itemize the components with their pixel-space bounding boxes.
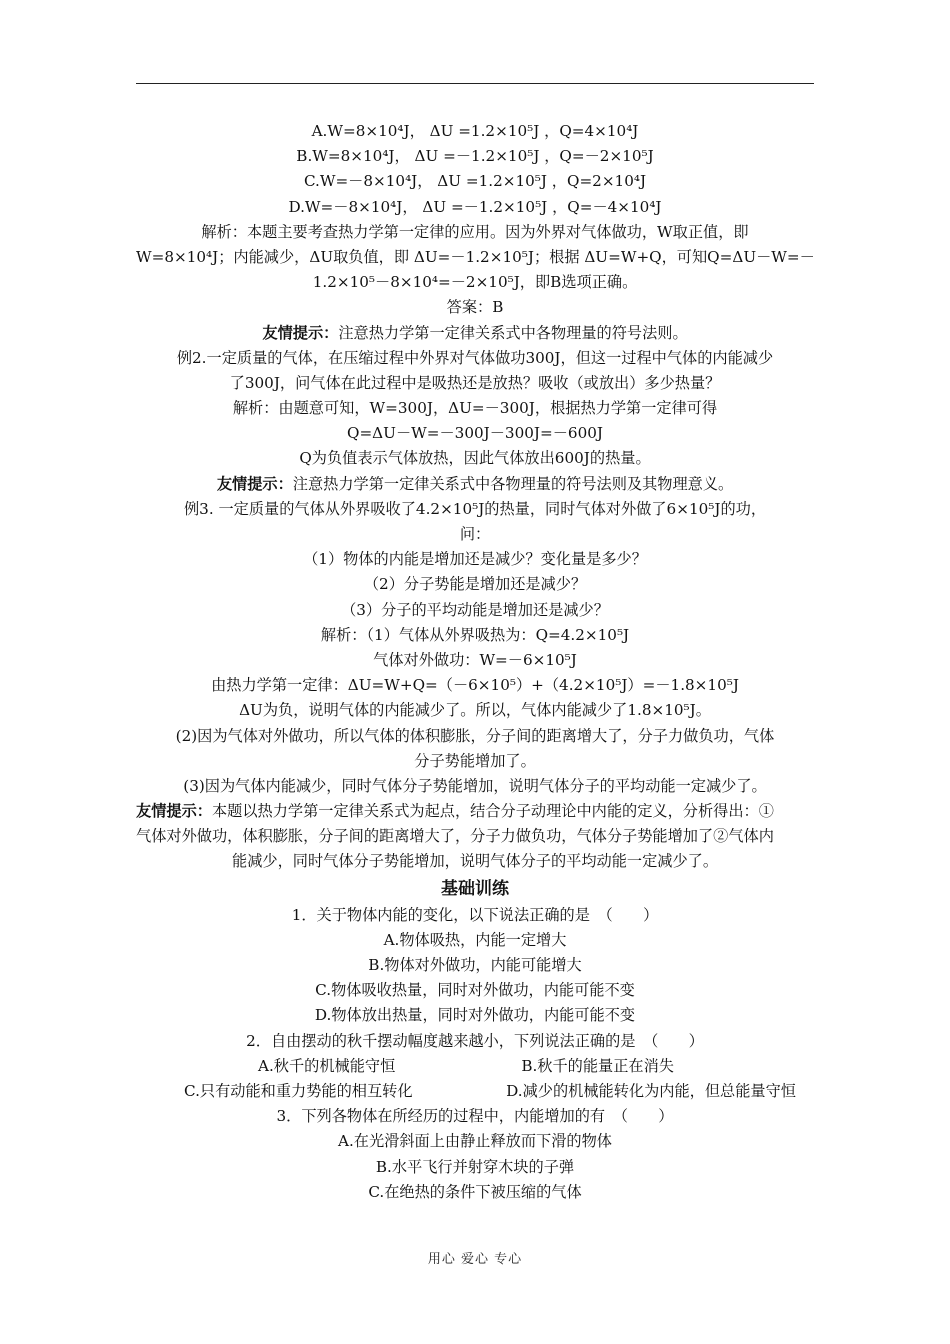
tip3-line3: 能减少，同时气体分子势能增加，说明气体分子的平均动能一定减少了。 xyxy=(232,852,718,871)
option-c: C.W=－8×10⁴J， ΔU =1.2×10⁵J ，Q=2×10⁴J xyxy=(303,172,647,191)
exercise2-row-ab xyxy=(136,1054,814,1079)
option-b: B.W=8×10⁴J， ΔU =－1.2×10⁵J ，Q=－2×10⁵J xyxy=(296,147,654,166)
example3-a7: (3)因为气体内能减少，同时气体分子势能增加，说明气体分子的平均动能一定减少了。 xyxy=(183,776,767,795)
exercise1-option-b: B.物体对外做功，内能可能增大 xyxy=(368,956,582,974)
example3-a6: 分子势能增加了。 xyxy=(414,751,536,770)
exercise3-option-c: C.在绝热的条件下被压缩的气体 xyxy=(368,1182,582,1201)
exercise1-option-a: A.物体吸热，内能一定增大 xyxy=(383,930,567,949)
analysis1-line1: 解析：本题主要考查热力学第一定律的应用。因为外界对气体做功，W取正值，即 xyxy=(201,222,749,241)
example2-line3: 解析：由题意可知，W=300J，ΔU=－300J，根据热力学第一定律可得 xyxy=(232,399,718,418)
page-footer: 用心 爱心 专心 xyxy=(427,1252,523,1267)
example2-line4: Q=ΔU－W=－300J－300J=－600J xyxy=(347,424,603,443)
analysis1-line3: 1.2×10⁵－8×10⁴=－2×10⁵J，即B选项正确。 xyxy=(312,273,638,292)
example3-a2: 气体对外做功：W=－6×10⁵J xyxy=(373,650,577,669)
exercise2-option-d: D.减少的机械能转化为内能，但总能量守恒 xyxy=(506,1081,796,1100)
example3-a3: 由热力学第一定律：ΔU=W+Q=（－6×10⁵）+（4.2×10⁵J）=－1.8×10⁵J xyxy=(211,676,739,695)
exercise2: 2．自由摆动的秋千摆动幅度越来越小，下列说法正确的是 （ ） xyxy=(246,1031,704,1050)
example3-q1: （1）物体的内能是增加还是减少？变化量是多少？ xyxy=(303,550,647,569)
exercise1-option-c: C.物体吸收热量，同时对外做功，内能可能不变 xyxy=(315,981,635,1000)
example2-line2: 了300J，问气体在此过程中是吸热还是放热？吸收（或放出）多少热量？ xyxy=(229,373,721,392)
header-rule xyxy=(136,83,814,84)
example2-line1: 例2.一定质量的气体，在压缩过程中外界对气体做功300J，但这一过程中气体的内能减少 xyxy=(176,348,774,367)
exercise1: 1．关于物体内能的变化，以下说法正确的是 （ ） xyxy=(291,905,659,924)
tip2-label: 友情提示： xyxy=(216,474,293,493)
example3-q3: （3）分子的平均动能是增加还是减少？ xyxy=(341,600,609,619)
tip2-text: 注意热力学第一定律关系式中各物理量的符号法则及其物理意义。 xyxy=(292,474,734,493)
exercise3-option-a: A.在光滑斜面上由静止释放而下滑的物体 xyxy=(338,1132,612,1151)
tip3-line2: 气体对外做功，体积膨胀，分子间的距离增大了，分子力做负功，气体分子势能增加了②气体内 xyxy=(136,827,774,846)
page-content xyxy=(136,119,814,1205)
example3-a5: (2)因为气体对外做功，所以气体的体积膨胀，分子间的距离增大了，分子力做负功，气体 xyxy=(175,726,775,745)
answer1: 答案：B xyxy=(446,298,504,317)
exercise3-option-b: B.水平飞行并射穿木块的子弹 xyxy=(375,1157,575,1176)
section-title: 基础训练 xyxy=(441,878,509,899)
tip3-text1: 本题以热力学第一定律关系式为起点，结合分子动理论中内能的定义，分析得出：① xyxy=(211,802,774,821)
exercise2-row-cd xyxy=(136,1079,814,1104)
example3-a4: ΔU为负，说明气体的内能减少了。所以，气体内能减少了1.8×10⁵J。 xyxy=(239,701,711,720)
exercise3: 3．下列各物体在所经历的过程中，内能增加的有 （ ） xyxy=(276,1107,674,1126)
example3-a1: 解析：（1）气体从外界吸热为：Q=4.2×10⁵J xyxy=(320,625,630,644)
analysis1-line2: W=8×10⁴J；内能减少，ΔU取负值，即 ΔU=－1.2×10⁵J；根据 ΔU=W+Q，可知Q=ΔU－W=－ xyxy=(136,247,815,266)
exercise1-option-d: D.物体放出热量，同时对外做功，内能可能不变 xyxy=(314,1006,636,1025)
tip3-line1 xyxy=(136,799,814,824)
option-d: D.W=－8×10⁴J， ΔU =－1.2×10⁵J ，Q=－4×10⁴J xyxy=(288,197,662,216)
exercise2-option-c: C.只有动能和重力势能的相互转化 xyxy=(184,1081,413,1100)
example3-line1: 例3. 一定质量的气体从外界吸收了4.2×10⁵J的热量，同时气体对外做了6×10⁵J的功， xyxy=(183,499,767,518)
tip1-label: 友情提示： xyxy=(262,323,339,342)
tip1-text: 注意热力学第一定律关系式中各物理量的符号法则。 xyxy=(338,323,688,342)
example3-q2: （2）分子势能是增加还是减少？ xyxy=(363,575,587,594)
tip3-label: 友情提示： xyxy=(136,802,212,821)
example2-line5: Q为负值表示气体放热，因此气体放出600J的热量。 xyxy=(299,449,651,468)
tip1 xyxy=(136,321,814,346)
example3-line2: 问： xyxy=(459,525,491,543)
exercise2-option-b: B.秋千的能量正在消失 xyxy=(521,1056,674,1075)
option-a: A.W=8×10⁴J， ΔU =1.2×10⁵J ，Q=4×10⁴J xyxy=(311,122,639,140)
exercise2-option-a: A.秋千的机械能守恒 xyxy=(258,1056,396,1075)
tip2 xyxy=(136,472,814,497)
